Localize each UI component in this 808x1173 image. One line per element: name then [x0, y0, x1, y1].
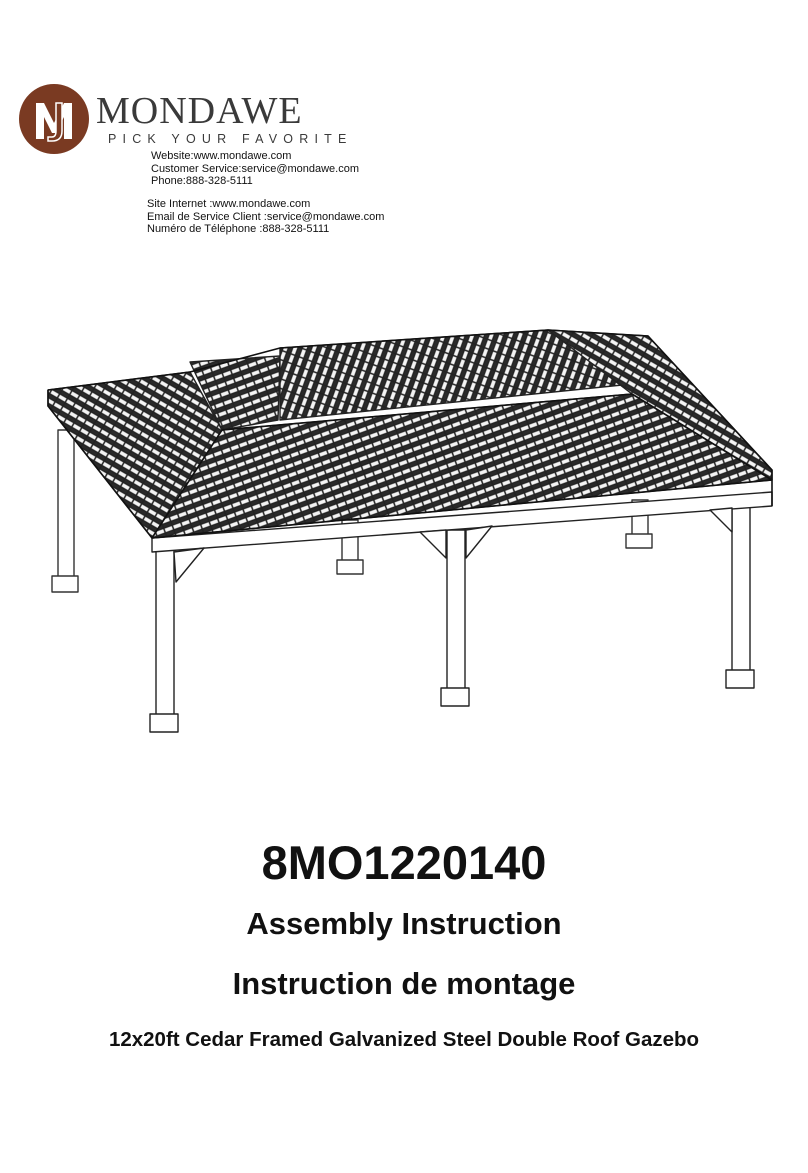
customer-service-text-fr: Email de Service Client :service@mondawe.com — [147, 210, 385, 223]
phone-text-fr: Numéro de Téléphone :888-328-5111 — [147, 223, 330, 235]
contact-block-english — [151, 150, 359, 188]
contact-block-french — [147, 198, 384, 236]
website-text-fr: Site Internet :www.mondawe.com — [147, 198, 311, 210]
phone-text: Phone:888-328-5111 — [151, 175, 253, 187]
title-french: Instruction de montage — [232, 966, 576, 1001]
website-text: Website:www.mondawe.com — [151, 150, 292, 162]
model-number: 8MO1220140 — [261, 836, 547, 889]
title-english: Assembly Instruction — [246, 906, 562, 941]
customer-service-text: Customer Service:service@mondawe.com — [151, 162, 360, 175]
gazebo-illustration-icon — [40, 320, 780, 740]
product-description: 12x20ft Cedar Framed Galvanized Steel Double Roof Gazebo — [108, 1028, 700, 1051]
mondawe-logo-icon — [18, 83, 90, 155]
brand-name: MONDAWE — [96, 90, 303, 132]
brand-tagline: PICK YOUR FAVORITE — [108, 132, 353, 146]
